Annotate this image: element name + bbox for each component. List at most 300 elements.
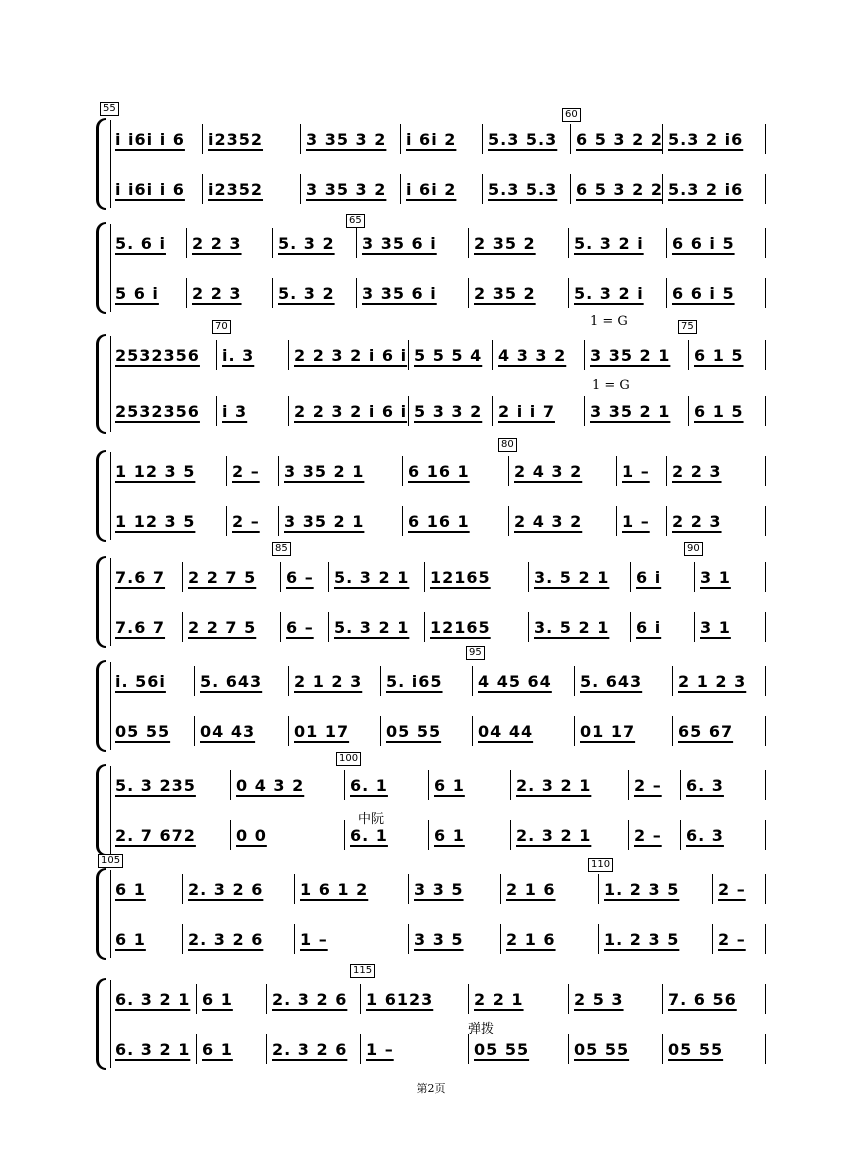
measure	[568, 228, 666, 258]
notes: 6 5 3 2 2	[576, 130, 663, 149]
measure	[528, 562, 630, 592]
measure	[110, 456, 226, 486]
notes: 2 i i 7	[498, 402, 555, 421]
notes: 12165	[430, 568, 491, 587]
notes: 5. 3 2 i	[574, 234, 644, 253]
measure	[344, 820, 428, 850]
measure	[510, 770, 628, 800]
notes: 6. 1	[350, 826, 388, 845]
notes: 5. 3 2	[278, 234, 335, 253]
measure	[272, 278, 356, 308]
notes: 1 6 1 2	[300, 880, 369, 899]
measure	[628, 770, 680, 800]
measure	[666, 278, 766, 308]
notes: i2352	[208, 180, 264, 199]
notes: 6 1	[434, 776, 465, 795]
notes: 2 2 1	[474, 990, 524, 1009]
measure	[328, 612, 424, 642]
notes: 3 35 2 1	[284, 462, 365, 481]
staff-lower	[96, 506, 766, 536]
notes: 2. 3 2 1	[516, 826, 592, 845]
measure	[194, 666, 288, 696]
barline	[765, 278, 766, 308]
notes: 2 2 3	[192, 234, 242, 253]
measure	[666, 506, 766, 536]
measure	[510, 820, 628, 850]
measure	[272, 228, 356, 258]
notes: 0 0	[236, 826, 267, 845]
notes: 6 6 i 5	[672, 284, 735, 303]
measure	[402, 456, 508, 486]
notes: 7.6 7	[115, 618, 166, 637]
staff-upper	[96, 666, 766, 696]
measure-number: 60	[562, 108, 581, 122]
measure	[694, 612, 766, 642]
notes: 05 55	[668, 1040, 724, 1059]
measure	[380, 666, 472, 696]
measure	[182, 874, 294, 904]
measure	[402, 506, 508, 536]
staff-upper	[96, 984, 766, 1014]
measure	[568, 278, 666, 308]
measure-number: 110	[588, 858, 613, 872]
measure	[110, 278, 186, 308]
barline	[765, 396, 766, 426]
measure	[408, 340, 492, 370]
measure	[266, 1034, 360, 1064]
measure	[400, 124, 482, 154]
barline	[765, 340, 766, 370]
measure	[424, 612, 528, 642]
barline	[765, 874, 766, 904]
notes: 04 43	[200, 722, 256, 741]
staff-lower	[96, 1034, 766, 1064]
notes: 2 –	[232, 512, 260, 531]
barline	[765, 562, 766, 592]
staff-upper	[96, 456, 766, 486]
notes: 12165	[430, 618, 491, 637]
system-5	[96, 543, 766, 648]
measure	[300, 124, 400, 154]
measure	[288, 340, 408, 370]
measure	[688, 340, 766, 370]
measure	[360, 1034, 468, 1064]
barline	[765, 174, 766, 204]
measure	[110, 396, 216, 426]
measure	[492, 396, 584, 426]
measure	[628, 820, 680, 850]
notes: 3 3 5	[414, 880, 464, 899]
notes: 5.3 2 i6	[668, 130, 744, 149]
measure-number: 55	[100, 102, 119, 116]
notes: 1. 2 3 5	[604, 880, 680, 899]
instrument-label: 中阮	[358, 812, 385, 827]
notes: 6 i	[636, 568, 662, 587]
measure	[666, 456, 766, 486]
key-annotation: 1 = G	[592, 378, 630, 393]
system-7	[96, 753, 766, 856]
measure	[468, 1034, 568, 1064]
measure	[508, 506, 616, 536]
measure	[468, 278, 568, 308]
notes: i 3	[222, 402, 248, 421]
notes: 2 4 3 2	[514, 462, 583, 481]
notes: 01 17	[580, 722, 636, 741]
measure-number: 80	[498, 438, 517, 452]
notes: 5.3 2 i6	[668, 180, 744, 199]
measure-number: 75	[678, 320, 697, 334]
measure	[186, 228, 272, 258]
notes: 3 35 3 2	[306, 180, 387, 199]
notes: 2 –	[634, 776, 662, 795]
measure	[472, 666, 574, 696]
barline	[765, 984, 766, 1014]
notes: 2 5 3	[574, 990, 624, 1009]
notes: i i6i i 6	[115, 180, 185, 199]
measure	[110, 340, 216, 370]
measure	[280, 562, 328, 592]
measure	[584, 340, 688, 370]
measure	[508, 456, 616, 486]
notes: 2 2 3	[672, 512, 722, 531]
measure	[182, 562, 280, 592]
measure	[500, 924, 598, 954]
measure	[584, 396, 688, 426]
measure	[182, 612, 280, 642]
notes: 3. 5 2 1	[534, 618, 610, 637]
notes: 5. 3 2 1	[334, 568, 410, 587]
measure	[230, 770, 344, 800]
measure	[408, 924, 500, 954]
barline	[765, 924, 766, 954]
notes: 1 –	[300, 930, 328, 949]
measure	[110, 716, 194, 746]
measure-number: 100	[336, 752, 361, 766]
barline	[765, 820, 766, 850]
measure	[196, 1034, 266, 1064]
technique-label: 弹拨	[468, 1022, 495, 1037]
notes: 5 6 i	[115, 284, 159, 303]
measure	[712, 924, 766, 954]
staff-upper	[96, 562, 766, 592]
measure-number: 105	[98, 854, 123, 868]
measure	[492, 340, 584, 370]
measure	[194, 716, 288, 746]
measure	[662, 984, 766, 1014]
notes: 5.3 5.3	[488, 130, 558, 149]
notes: 2 2 3 2 i 6 i	[294, 346, 408, 365]
measure	[202, 174, 300, 204]
notes: 5. 3 235	[115, 776, 196, 795]
notes: 5. 6 i	[115, 234, 166, 253]
measure-number: 90	[684, 542, 703, 556]
measure	[616, 456, 666, 486]
measure	[288, 666, 380, 696]
measure	[344, 770, 428, 800]
notes: 5 5 5 4	[414, 346, 483, 365]
measure	[630, 562, 694, 592]
barline	[765, 770, 766, 800]
notes: i 6i 2	[406, 180, 457, 199]
measure	[110, 506, 226, 536]
staff-upper	[96, 340, 766, 370]
notes: 2. 3 2 6	[272, 1040, 348, 1059]
notes: 5 3 3 2	[414, 402, 483, 421]
measure	[288, 716, 380, 746]
notes: 6 i	[636, 618, 662, 637]
measure	[408, 874, 500, 904]
notes: 2 1 2 3	[294, 672, 363, 691]
measure	[688, 396, 766, 426]
notes: 2 2 7 5	[188, 618, 257, 637]
measure	[468, 228, 568, 258]
measure	[110, 124, 202, 154]
measure	[694, 562, 766, 592]
notes: i 6i 2	[406, 130, 457, 149]
notes: 6. 3	[686, 776, 724, 795]
system-8	[96, 855, 766, 960]
barline	[765, 124, 766, 154]
measure	[712, 874, 766, 904]
notes: 5. 3 2 1	[334, 618, 410, 637]
notes: 5. 643	[580, 672, 643, 691]
measure	[568, 984, 662, 1014]
notes: 2. 7 672	[115, 826, 196, 845]
measure	[110, 984, 196, 1014]
measure	[630, 612, 694, 642]
barline	[765, 506, 766, 536]
measure	[672, 716, 766, 746]
measure	[616, 506, 666, 536]
measure	[110, 562, 182, 592]
notes: 65 67	[678, 722, 734, 741]
barline	[765, 456, 766, 486]
key-annotation: 1 = G	[590, 314, 628, 329]
notes: 0 4 3 2	[236, 776, 305, 795]
staff-lower	[96, 612, 766, 642]
notes: 2. 3 2 6	[188, 880, 264, 899]
measure	[482, 174, 570, 204]
staff-lower	[96, 174, 766, 204]
notes: 2 –	[232, 462, 260, 481]
measure	[680, 770, 766, 800]
notes: 1 –	[622, 462, 650, 481]
notes: 6. 3	[686, 826, 724, 845]
measure	[662, 1034, 766, 1064]
measure-number: 115	[350, 964, 375, 978]
staff-lower	[96, 278, 766, 308]
measure	[288, 396, 408, 426]
measure	[568, 1034, 662, 1064]
notes: 3 35 2 1	[284, 512, 365, 531]
notes: 5. 3 2 i	[574, 284, 644, 303]
page-number: 第2页	[416, 1082, 446, 1095]
notes: 04 44	[478, 722, 534, 741]
measure-number: 70	[212, 320, 231, 334]
notes: 05 55	[386, 722, 442, 741]
measure	[110, 1034, 196, 1064]
notes: 5. 3 2	[278, 284, 335, 303]
notes: i i6i i 6	[115, 130, 185, 149]
notes: 2. 3 2 6	[272, 990, 348, 1009]
barline	[765, 228, 766, 258]
staff-upper	[96, 874, 766, 904]
notes: 5. 643	[200, 672, 263, 691]
notes: 2 1 6	[506, 880, 556, 899]
notes: 3 35 6 i	[362, 284, 437, 303]
measure	[360, 984, 468, 1014]
measure	[266, 984, 360, 1014]
notes: 1 12 3 5	[115, 512, 196, 531]
notes: 6 1	[202, 990, 233, 1009]
notes: 6 1	[434, 826, 465, 845]
notes: i. 56i	[115, 672, 166, 691]
notes: 6 1	[115, 880, 146, 899]
measure-number: 85	[272, 542, 291, 556]
system-1	[96, 103, 766, 210]
notes: 6 –	[286, 618, 314, 637]
notes: 2 35 2	[474, 284, 536, 303]
measure	[666, 228, 766, 258]
notes: 6 6 i 5	[672, 234, 735, 253]
notes: 2 4 3 2	[514, 512, 583, 531]
notes: i. 3	[222, 346, 255, 365]
measure-number: 65	[346, 214, 365, 228]
notes: 2 2 3	[672, 462, 722, 481]
notes: 6 16 1	[408, 512, 470, 531]
notes: 2. 3 2 6	[188, 930, 264, 949]
measure	[570, 124, 662, 154]
measure	[672, 666, 766, 696]
notes: 6. 3 2 1	[115, 990, 191, 1009]
notes: 2 –	[634, 826, 662, 845]
notes: 6 –	[286, 568, 314, 587]
staff-upper	[96, 124, 766, 154]
measure	[216, 396, 288, 426]
measure	[680, 820, 766, 850]
notes: 5. i65	[386, 672, 443, 691]
measure	[280, 612, 328, 642]
notes: 1 –	[366, 1040, 394, 1059]
notes: 3 3 5	[414, 930, 464, 949]
measure	[278, 456, 402, 486]
measure	[356, 228, 468, 258]
measure	[110, 612, 182, 642]
notes: 05 55	[574, 1040, 630, 1059]
notes: 6 1	[115, 930, 146, 949]
measure	[110, 874, 182, 904]
notes: 2 35 2	[474, 234, 536, 253]
notes: 3 35 6 i	[362, 234, 437, 253]
barline	[765, 716, 766, 746]
barline	[765, 666, 766, 696]
measure	[226, 506, 278, 536]
measure	[110, 924, 182, 954]
notes: i2352	[208, 130, 264, 149]
measure	[408, 396, 492, 426]
measure	[110, 174, 202, 204]
staff-upper	[96, 228, 766, 258]
measure	[574, 716, 672, 746]
measure	[472, 716, 574, 746]
notes: 2532356	[115, 346, 200, 365]
measure	[356, 278, 468, 308]
notes: 2 2 3 2 i 6 i	[294, 402, 408, 421]
notes: 3 1	[700, 618, 731, 637]
measure	[380, 716, 472, 746]
notes: 6 1 5	[694, 402, 744, 421]
notes: 3 35 2 1	[590, 402, 671, 421]
notes: 6 1	[202, 1040, 233, 1059]
notes: 3 35 3 2	[306, 130, 387, 149]
measure	[300, 174, 400, 204]
measure	[428, 770, 510, 800]
measure	[424, 562, 528, 592]
barline	[765, 1034, 766, 1064]
notes: 2 1 6	[506, 930, 556, 949]
measure	[196, 984, 266, 1014]
notes: 05 55	[115, 722, 171, 741]
measure	[294, 874, 408, 904]
measure	[230, 820, 344, 850]
notes: 2 –	[718, 880, 746, 899]
notes: 1 –	[622, 512, 650, 531]
measure	[598, 874, 712, 904]
measure	[110, 228, 186, 258]
notes: 4 3 3 2	[498, 346, 567, 365]
measure	[182, 924, 294, 954]
staff-lower	[96, 820, 766, 850]
notes: 5.3 5.3	[488, 180, 558, 199]
notes: 4 45 64	[478, 672, 552, 691]
measure	[216, 340, 288, 370]
notes: 3 35 2 1	[590, 346, 671, 365]
system-3	[96, 321, 766, 434]
measure	[598, 924, 712, 954]
measure	[400, 174, 482, 204]
staff-lower	[96, 924, 766, 954]
measure	[428, 820, 510, 850]
notes: 2 2 3	[192, 284, 242, 303]
notes: 1. 2 3 5	[604, 930, 680, 949]
notes: 1 6123	[366, 990, 434, 1009]
measure	[662, 174, 766, 204]
system-6	[96, 647, 766, 752]
measure	[570, 174, 662, 204]
notes: 6. 3 2 1	[115, 1040, 191, 1059]
notes: 05 55	[474, 1040, 530, 1059]
measure	[528, 612, 630, 642]
notes: 3 1	[700, 568, 731, 587]
measure	[110, 666, 194, 696]
staff-lower	[96, 396, 766, 426]
measure	[278, 506, 402, 536]
notes: 1 12 3 5	[115, 462, 196, 481]
measure	[468, 984, 568, 1014]
notes: 01 17	[294, 722, 350, 741]
measure	[482, 124, 570, 154]
system-9	[96, 965, 766, 1070]
measure	[500, 874, 598, 904]
notes: 6. 1	[350, 776, 388, 795]
notes: 6 16 1	[408, 462, 470, 481]
measure-number: 95	[466, 646, 485, 660]
measure	[574, 666, 672, 696]
notes: 2532356	[115, 402, 200, 421]
notes: 2. 3 2 1	[516, 776, 592, 795]
staff-lower	[96, 716, 766, 746]
staff-upper	[96, 770, 766, 800]
